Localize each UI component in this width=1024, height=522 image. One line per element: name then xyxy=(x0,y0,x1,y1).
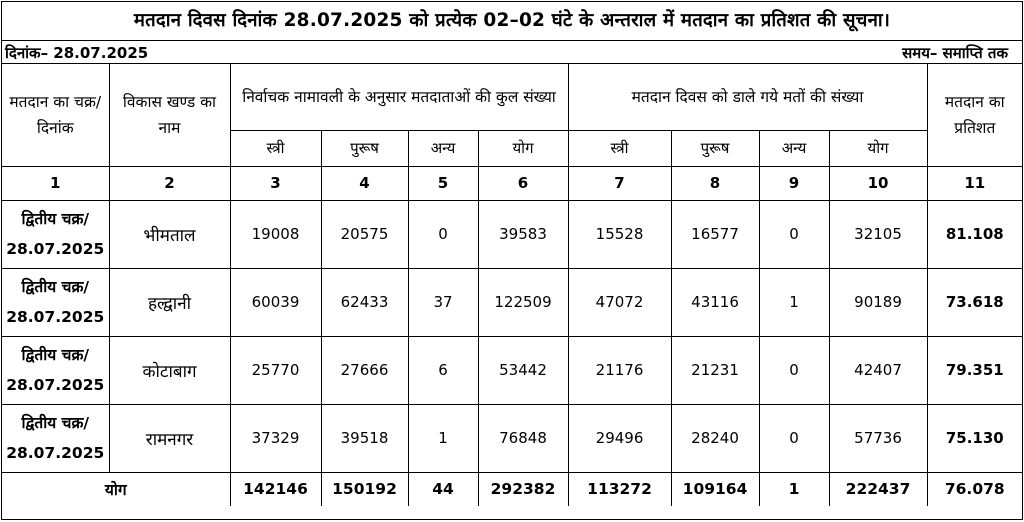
total-label: योग xyxy=(2,472,230,506)
header-row-1 xyxy=(2,64,1022,130)
cast-other: 0 xyxy=(759,336,829,404)
total-voters-female: 142146 xyxy=(230,472,321,506)
voters-male: 39518 xyxy=(321,404,408,472)
voters-female: 19008 xyxy=(230,200,321,268)
round-date: 28.07.2025 xyxy=(6,308,105,326)
cast-female: 21176 xyxy=(568,336,671,404)
date-time-line xyxy=(2,41,1022,64)
cast-other: 1 xyxy=(759,268,829,336)
cast-female: 15528 xyxy=(568,200,671,268)
voters-male: 20575 xyxy=(321,200,408,268)
voters-other: 1 xyxy=(408,404,478,472)
report-sheet xyxy=(1,1,1023,520)
round-label: द्वितीय चक्र/ xyxy=(21,414,90,432)
total-cast-total: 222437 xyxy=(829,472,927,506)
cast-total: 90189 xyxy=(829,268,927,336)
percentage-cell: 73.618 xyxy=(927,268,1022,336)
cast-male: 43116 xyxy=(671,268,759,336)
round-date-cell xyxy=(2,336,109,404)
header-male: पुरूष xyxy=(321,130,408,166)
voters-male: 62433 xyxy=(321,268,408,336)
percentage-cell: 75.130 xyxy=(927,404,1022,472)
voters-total: 53442 xyxy=(478,336,568,404)
cast-female: 29496 xyxy=(568,404,671,472)
header-female-cast: स्त्री xyxy=(568,130,671,166)
block-name-cell: भीमताल xyxy=(109,200,230,268)
col-number: 5 xyxy=(408,166,478,200)
header-block-name: विकास खण्ड का नाम xyxy=(109,64,230,166)
col-number: 1 xyxy=(2,166,109,200)
col-number: 9 xyxy=(759,166,829,200)
round-date: 28.07.2025 xyxy=(6,376,105,394)
header-male-cast: पुरूष xyxy=(671,130,759,166)
percentage-cell: 81.108 xyxy=(927,200,1022,268)
table-row xyxy=(2,336,1022,404)
header-other: अन्य xyxy=(408,130,478,166)
voters-total: 122509 xyxy=(478,268,568,336)
round-date: 28.07.2025 xyxy=(6,240,105,258)
total-cast-male: 109164 xyxy=(671,472,759,506)
round-date-cell xyxy=(2,404,109,472)
total-percentage: 76.078 xyxy=(927,472,1022,506)
round-label: द्वितीय चक्र/ xyxy=(21,278,90,296)
voters-total: 39583 xyxy=(478,200,568,268)
header-total-voters: निर्वाचक नामावली के अनुसार मतदाताओं की कुल संख्या xyxy=(230,64,568,130)
column-number-row xyxy=(2,166,1022,200)
col-number: 7 xyxy=(568,166,671,200)
cast-total: 57736 xyxy=(829,404,927,472)
voters-other: 0 xyxy=(408,200,478,268)
cast-male: 21231 xyxy=(671,336,759,404)
block-name-cell: कोटाबाग xyxy=(109,336,230,404)
voters-female: 25770 xyxy=(230,336,321,404)
cast-total: 32105 xyxy=(829,200,927,268)
header-percentage: मतदान का प्रतिशत xyxy=(927,64,1022,166)
total-cast-female: 113272 xyxy=(568,472,671,506)
voters-female: 37329 xyxy=(230,404,321,472)
col-number: 11 xyxy=(927,166,1022,200)
round-date: 28.07.2025 xyxy=(6,444,105,462)
header-round-date: मतदान का चक्र/दिनांक xyxy=(2,64,109,166)
total-row xyxy=(2,472,1022,506)
round-date-cell xyxy=(2,200,109,268)
time-label: समय– समाप्ति तक xyxy=(902,44,1008,62)
header-other-cast: अन्य xyxy=(759,130,829,166)
col-number: 4 xyxy=(321,166,408,200)
voters-female: 60039 xyxy=(230,268,321,336)
total-voters-total: 292382 xyxy=(478,472,568,506)
round-label: द्वितीय चक्र/ xyxy=(21,210,90,228)
col-number: 8 xyxy=(671,166,759,200)
round-date-cell xyxy=(2,268,109,336)
voters-total: 76848 xyxy=(478,404,568,472)
turnout-table xyxy=(2,64,1022,506)
cast-total: 42407 xyxy=(829,336,927,404)
cast-female: 47072 xyxy=(568,268,671,336)
header-female: स्त्री xyxy=(230,130,321,166)
cast-male: 16577 xyxy=(671,200,759,268)
total-voters-male: 150192 xyxy=(321,472,408,506)
total-voters-other: 44 xyxy=(408,472,478,506)
block-name-cell: रामनगर xyxy=(109,404,230,472)
cast-male: 28240 xyxy=(671,404,759,472)
col-number: 3 xyxy=(230,166,321,200)
table-row xyxy=(2,200,1022,268)
percentage-cell: 79.351 xyxy=(927,336,1022,404)
date-label: दिनांक– 28.07.2025 xyxy=(5,44,149,62)
col-number: 6 xyxy=(478,166,568,200)
header-votes-cast: मतदान दिवस को डाले गये मतों की संख्या xyxy=(568,64,927,130)
voters-other: 6 xyxy=(408,336,478,404)
table-row xyxy=(2,268,1022,336)
header-sum-cast: योग xyxy=(829,130,927,166)
col-number: 10 xyxy=(829,166,927,200)
cast-other: 0 xyxy=(759,404,829,472)
report-title: मतदान दिवस दिनांक 28.07.2025 को प्रत्येक 02–02 घंटे के अन्तराल में मतदान का प्रतिशत की सूचना। xyxy=(2,2,1022,41)
voters-male: 27666 xyxy=(321,336,408,404)
cast-other: 0 xyxy=(759,200,829,268)
round-label: द्वितीय चक्र/ xyxy=(21,346,90,364)
block-name-cell: हल्द्वानी xyxy=(109,268,230,336)
header-sum: योग xyxy=(478,130,568,166)
total-cast-other: 1 xyxy=(759,472,829,506)
col-number: 2 xyxy=(109,166,230,200)
voters-other: 37 xyxy=(408,268,478,336)
table-row xyxy=(2,404,1022,472)
